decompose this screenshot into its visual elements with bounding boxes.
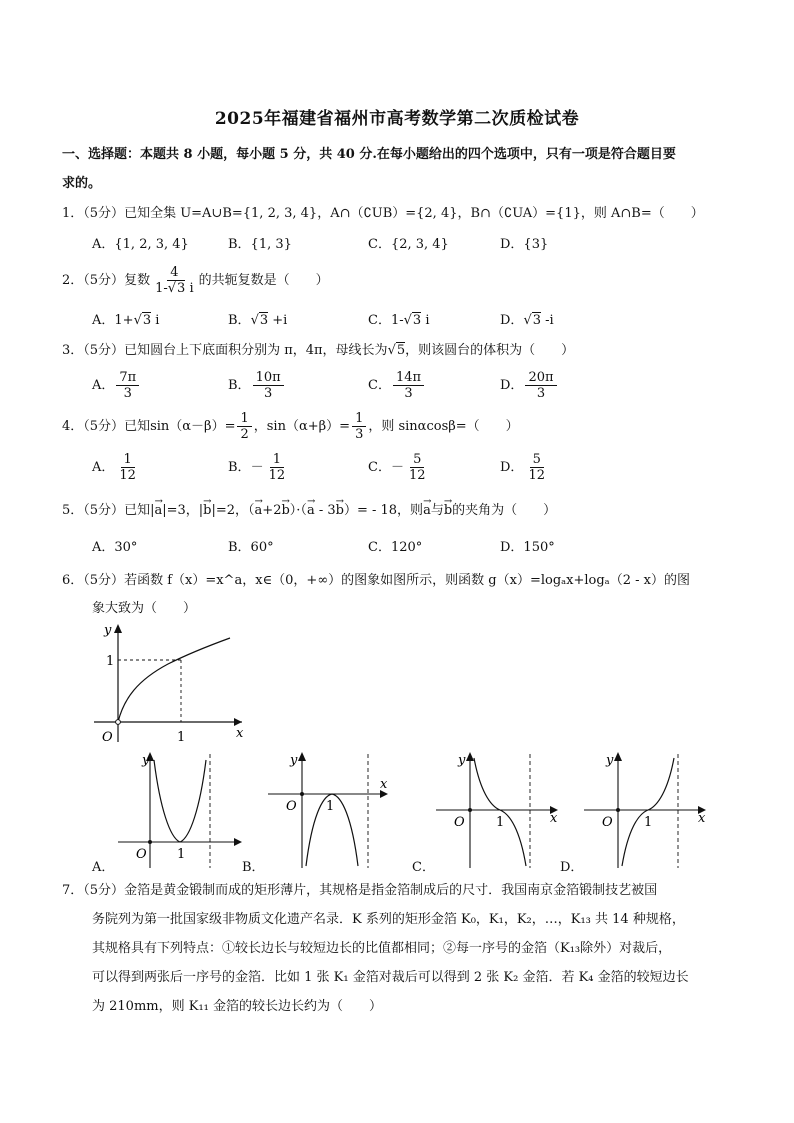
y-axis-arrow [298,752,306,761]
question-line-1: 金箔是黄金锻制而成的矩形薄片，其规格是指金箔制成后的尺寸．我国南京金箔锻制技艺被国 [124,883,658,898]
option-letter: C． [368,378,391,393]
radicand: 3 [142,313,152,328]
y-tick-1: 1 [106,654,115,669]
question-line-2: 务院列为第一批国家级非物质文化遗产名录．K 系列的矩形金箔 K₀，K₁，K₂，…，K₁₃ 共 14 种规格， [92,912,685,927]
denominator: 3 [355,427,364,442]
question-number: 5． [62,503,84,518]
origin-point [300,792,304,796]
numerator: 5 [530,452,544,468]
x-axis-arrow [234,838,242,846]
question-3: 3．（5分）已知圆台上下底面积分别为 π，4π，母线长为√5，则该圆台的体积为（ ） [62,343,575,358]
question-score: （5分） [83,343,125,358]
denominator: 12 [268,468,286,483]
x-label: x [550,811,558,826]
origin-label: O [454,815,465,830]
option-a[interactable] [92,368,141,404]
option-d[interactable] [500,368,559,404]
option-b-label[interactable]: B． [242,860,265,875]
text-part: ）= - 18，则 [343,503,424,518]
vector-b: → b [203,500,211,522]
question-score: （5分） [83,419,125,434]
option-letter: B． [228,378,251,393]
question-score: （5分） [83,206,125,221]
y-label: y [142,753,150,768]
y-axis-arrow [114,624,122,633]
numerator: 7π [116,370,139,386]
x-label: x [380,777,388,792]
question-line-5: 为 210mm，则 K₁₁ 金箔的较长边长约为（ ） [92,999,382,1014]
option-c-label[interactable]: C． [412,860,435,875]
radicand: 3 [259,313,269,328]
fraction [406,452,429,483]
numerator: 4 [167,265,181,281]
fraction [393,370,424,401]
option-letter: D． [500,460,524,475]
question-3-options [92,368,742,404]
option-post: i [151,313,160,328]
fraction [266,452,289,483]
question-1-options [92,230,742,260]
text-part: ）·（ [289,503,307,518]
question-score: （5分） [83,883,125,898]
curve [154,760,206,842]
fraction [525,452,548,483]
fraction [152,265,197,296]
option-letter: A． [92,378,115,393]
option-a-label[interactable]: A． [92,860,115,875]
x-tick-1: 1 [644,815,653,830]
question-7 [62,876,742,1021]
x-tick-1: 1 [326,799,335,814]
option-pre: 1+ [114,313,134,328]
question-4 [62,410,742,444]
main-function-graph [88,618,258,746]
radicand: 3 [412,313,422,328]
separator: ， [253,419,267,434]
curve [474,758,526,866]
denominator: 1-√3 i [155,281,194,296]
text-part: 与 [430,503,444,518]
vector-b: → b [281,500,289,522]
option-d[interactable] [500,450,550,486]
origin-hollow-point [116,720,121,725]
text-part: 的夹角为（ ） [452,503,557,518]
option-b[interactable] [228,368,286,404]
option-letter: A． [92,313,115,328]
option-d-graph[interactable] [580,748,714,872]
vector-a: → a [307,500,315,522]
question-text-post: ，则 sinαcosβ=（ ） [368,419,519,434]
fraction [253,370,284,401]
x-axis-arrow [234,718,242,726]
option-post: +i [268,313,288,328]
origin-point [468,808,472,812]
option-c[interactable]: C．1-√3 i [368,313,430,328]
y-axis-arrow [466,752,474,761]
y-label: y [458,753,466,768]
question-text-post: ，则该圆台的体积为（ ） [405,343,575,358]
option-letter: B． [228,460,251,475]
question-text-line2: 象大致为（ ） [92,601,197,616]
origin-point [148,840,152,844]
question-score: （5分） [83,503,125,518]
question-2 [62,265,742,296]
page-title: 2025年福建省福州市高考数学第二次质检试卷 [214,109,580,129]
option-c[interactable] [368,450,431,486]
option-a[interactable] [92,450,141,486]
denominator: 3 [404,386,413,401]
denominator: 12 [119,468,136,483]
origin-label: O [102,730,113,745]
option-c[interactable]: C．{2, 3, 4} [368,237,449,252]
numerator: 1 [270,452,284,468]
denominator: 2 [240,427,249,442]
option-d[interactable]: D．√3 -i [500,313,554,328]
origin-label: O [602,815,613,830]
denominator: 3 [263,386,273,401]
power-curve [118,638,230,722]
option-sign: － [250,460,264,475]
question-5-options [92,533,742,563]
vector-a: → a [255,500,263,522]
numerator: 1 [352,411,366,427]
option-b-graph[interactable] [262,748,396,872]
denominator: 12 [528,468,545,483]
question-line-3: 其规格具有下列特点：①较长边长与较短边长的比值都相同；②每一序号的金箔（K₁₃除外）对裁后， [92,941,672,956]
question-text: 已知全集 U=A∪B={1, 2, 3, 4}，A∩（∁UB）={2, 4}，B∩（∁UA）={1}，则 A∩B=（ ） [124,206,704,221]
question-6 [62,567,742,623]
denominator-pre: 1- [155,281,168,296]
option-b[interactable]: B．60° [228,540,274,555]
option-a[interactable]: A．1+√3 i [92,313,160,328]
vector-b: → b [336,500,344,522]
text-part: +2 [262,503,282,518]
option-b[interactable]: B．√3 +i [228,313,288,328]
section-header-line2: 求的。 [62,176,102,191]
y-label: y [290,753,298,768]
question-line-4: 可以得到两张后一序号的金箔．比如 1 张 K₁ 金箔对裁后可以得到 2 张 K₂ 金箔．若 K₄ 金箔的较短边长 [92,970,689,985]
question-text: 已知圆台上下底面积分别为 π，4π，母线长为 [124,343,388,358]
vector-b: → b [444,500,452,522]
numerator: 1 [121,452,135,468]
text-part: |=3，| [162,503,204,518]
option-a[interactable]: A．{1, 2, 3, 4} [92,237,189,252]
option-b[interactable] [228,450,290,486]
y-label: y [104,623,112,638]
vector-a: → a [154,500,162,522]
option-d[interactable]: D．{3} [500,237,549,252]
numerator: 20π [525,370,556,386]
curve [622,758,674,866]
option-pre: 1- [390,313,404,328]
question-number: 4． [62,419,84,434]
question-text-post: 的共轭复数是（ ） [198,273,329,288]
x-tick-1: 1 [177,847,186,862]
option-sign: － [390,460,404,475]
fraction [237,411,251,442]
option-d-label[interactable]: D． [560,860,584,875]
question-text: 复数 [124,273,151,288]
y-axis-arrow [614,752,622,761]
fraction [116,370,139,401]
option-d[interactable]: D．150° [500,540,555,555]
option-c[interactable] [368,368,426,404]
denominator: 3 [123,386,132,401]
denominator: 3 [536,386,546,401]
section-header-line1: 一、选择题：本题共 8 小题，每小题 5 分，共 40 分.在每小题给出的四个选项中，只有一项是符合题目要 [62,147,676,162]
option-letter: D． [500,378,524,393]
question-score: （5分） [83,573,125,588]
x-tick-1: 1 [496,815,505,830]
radicand: 5 [396,343,406,358]
option-a[interactable]: A．30° [92,540,138,555]
fraction [352,411,366,442]
x-tick-1: 1 [177,730,186,745]
origin-label: O [286,799,297,814]
text-part: 已知| [124,503,155,518]
option-a-graph[interactable] [112,748,246,872]
question-2-options [92,306,742,336]
question-text-line1: 若函数 f（x）=x^a，x∈（0，+∞）的图象如图所示，则函数 g（x）=logₐx+logₐ（2 - x）的图 [124,573,690,588]
numerator: 5 [410,452,424,468]
x-label: x [698,811,706,826]
question-5 [62,500,742,522]
option-letter: C． [368,460,391,475]
origin-label: O [136,847,147,862]
question-number: 7． [62,883,84,898]
y-label: y [606,753,614,768]
fraction [116,452,139,483]
question-number: 1． [62,206,84,221]
x-label: x [236,726,244,741]
question-number: 6． [62,573,84,588]
text-part: - 3 [314,503,336,518]
vector-a: → a [423,500,431,522]
question-number: 3． [62,343,84,358]
radicand: 3 [177,281,186,296]
question-4-options [92,450,742,486]
denominator-post: i [185,281,194,296]
option-post: i [421,313,430,328]
fraction [525,370,556,401]
text-part: |=2，（ [211,503,255,518]
numerator: 1 [237,411,251,427]
question-text: 已知 [124,419,151,434]
option-b[interactable]: B．{1, 3} [228,237,292,252]
denominator: 12 [408,468,426,483]
option-letter: C． [368,313,391,328]
sin-expression-1: sin（α－β）= [150,419,236,434]
option-letter: A． [92,460,115,475]
radicand: 3 [532,313,542,328]
section-header [62,140,742,198]
option-letter: B． [228,313,251,328]
origin-point [616,808,620,812]
numerator: 10π [253,370,284,386]
numerator: 14π [393,370,424,386]
question-score: （5分） [83,273,125,288]
option-c[interactable]: C．120° [368,540,423,555]
option-letter: D． [500,313,524,328]
question-1 [62,203,742,225]
sin-expression-2: sin（α+β）= [266,419,351,434]
question-number: 2． [62,273,84,288]
option-post: -i [541,313,554,328]
option-c-graph[interactable] [432,748,566,872]
